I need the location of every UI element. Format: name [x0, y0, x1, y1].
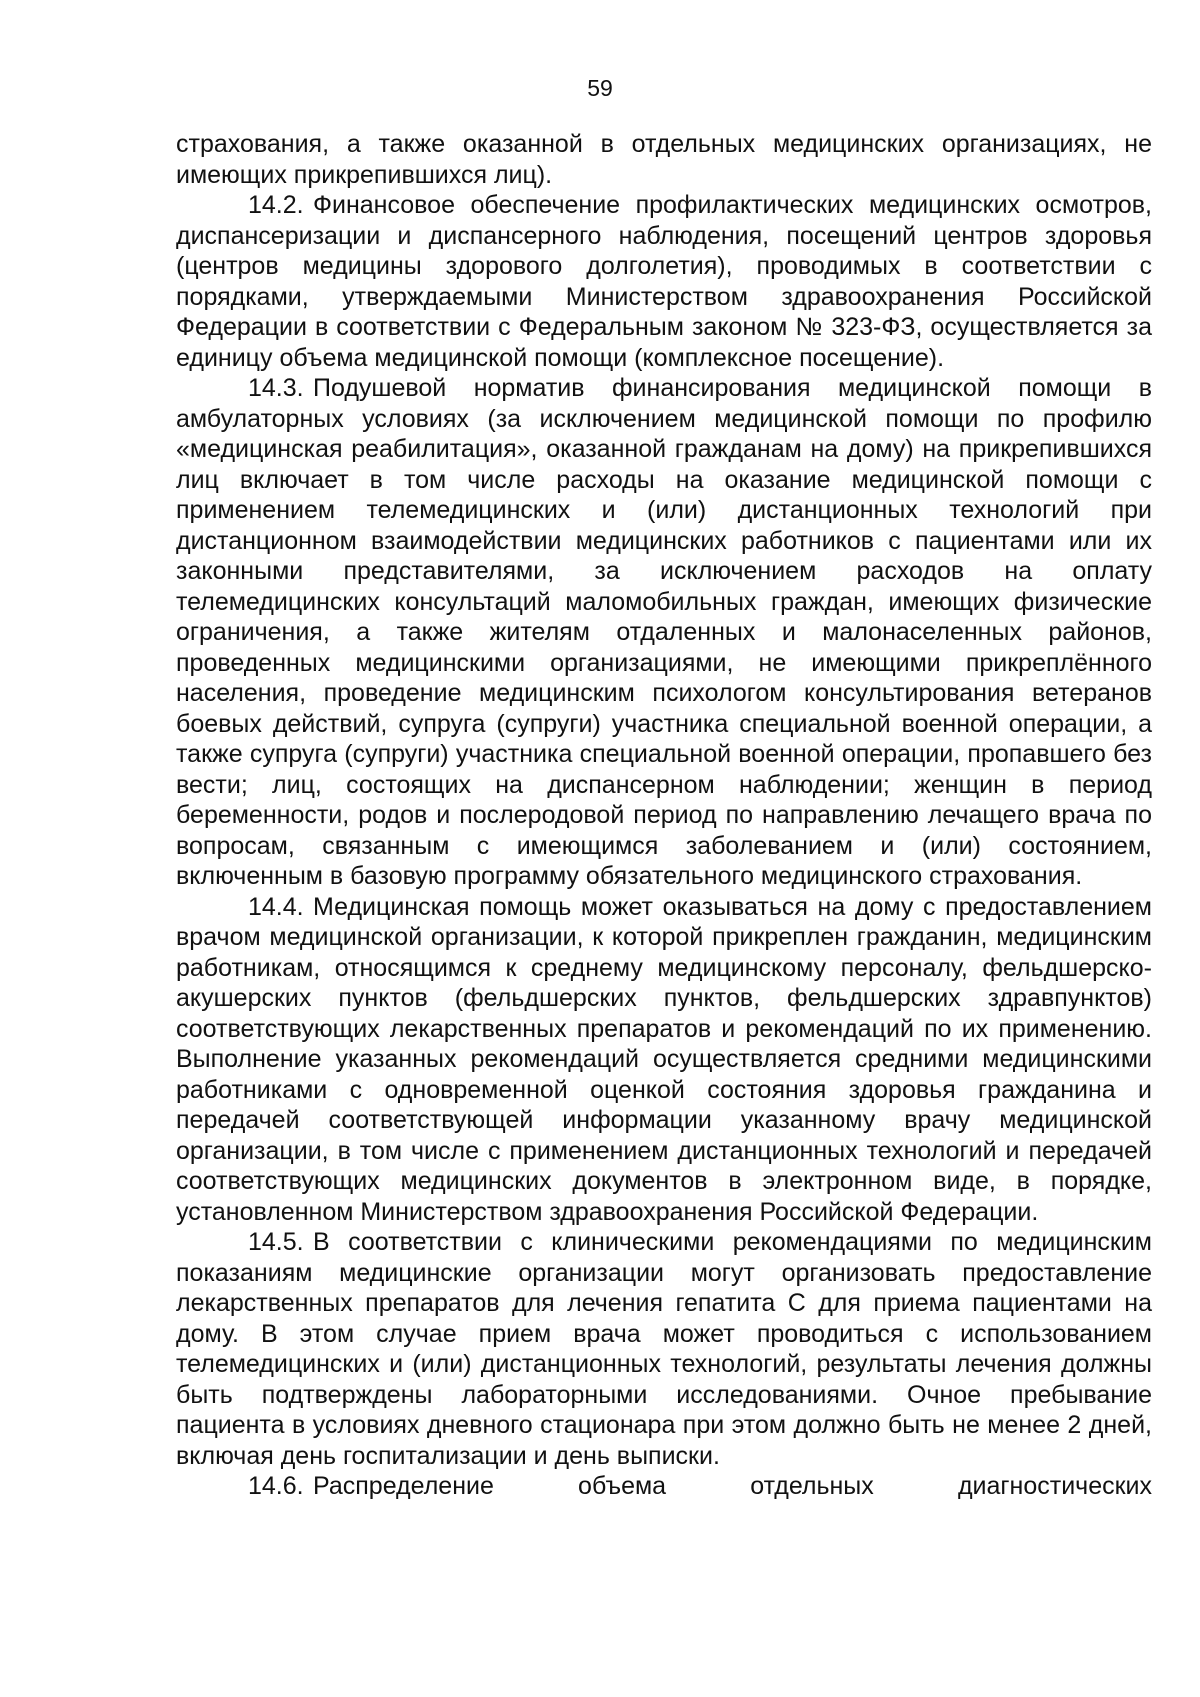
clause-number: 14.4.: [248, 892, 304, 921]
paragraph-text: В соответствии с клиническими рекомендациями по медицинским показаниям медицинские организации могут организовать предоставление лекарственных препаратов для лечения гепатита С для приема пациентами на дому. В этом случае прием врача может проводиться с использованием телемедицинских и (или) дистанционных технологий, результаты лечения должны быть подтверждены лабораторными исследованиями. Очное пребывание пациента в условиях дневного стационара при этом должно быть не менее 2 дней, включая день госпитализации и день выписки.: [176, 1228, 1152, 1470]
paragraph-continuation: [176, 129, 1152, 190]
page-number: 59: [587, 75, 613, 101]
paragraph-text: Распределение объема отдельных диагностических: [313, 1472, 1152, 1500]
clause-number: 14.6.: [248, 1472, 304, 1500]
paragraph-14-3: [176, 373, 1152, 892]
paragraph-14-2: [176, 190, 1152, 373]
document-body: [176, 129, 1152, 1502]
paragraph-text: страхования, а также оказанной в отдельных медицинских организациях, не имеющих прикрепившихся лиц).: [176, 130, 1152, 189]
paragraph-text: Медицинская помощь может оказываться на дому с предоставлением врачом медицинской организации, к которой прикреплен гражданин, медицинским работникам, относящимся к среднему медицинскому персоналу, фельдшерско-акушерских пунктов (фельдшерских пунктов, фельдшерских здравпунктов) соответствующих лекарственных препаратов и рекомендаций по их применению. Выполнение указанных рекомендаций осуществляется средними медицинскими работниками с одновременной оценкой состояния здоровья гражданина и передачей соответствующей информации указанному врачу медицинской организации, в том числе с применением дистанционных технологий и передачей соответствующих медицинских документов в электронном виде, в порядке, установленном Министерством здравоохранения Российской Федерации.: [176, 892, 1152, 1226]
clause-number: 14.5.: [248, 1228, 304, 1256]
paragraph-text: Финансовое обеспечение профилактических медицинских осмотров, диспансеризации и диспансерного наблюдения, посещений центров здоровья (центров медицины здорового долголетия), проводимых в соответствии с порядками, утверждаемыми Министерством здравоохранения Российской Федерации в соответствии с Федеральным законом № 323-ФЗ, осуществляется за единицу объема медицинской помощи (комплексное посещение).: [176, 191, 1152, 372]
paragraph-14-6: [176, 1471, 1152, 1502]
paragraph-14-5: [176, 1227, 1152, 1471]
paragraph-text: Подушевой норматив финансирования медицинской помощи в амбулаторных условиях (за исключением медицинской помощи по профилю «медицинская реабилитация», оказанной гражданам на дому) на прикрепившихся лиц включает в том числе расходы на оказание медицинской помощи с применением телемедицинских и (или) дистанционных технологий при дистанционном взаимодействии медицинских работников с пациентами или их законными представителями, за исключением расходов на оплату телемедицинских консультаций маломобильных граждан, имеющих физические ограничения, а также жителям отдаленных и малонаселенных районов, проведенных медицинскими организациями, не имеющими прикреплённого населения, проведение медицинским психологом консультирования ветеранов боевых действий, супруга (супруги) участника специальной военной операции, а также супруга (супруги) участника специальной военной операции, пропавшего без вести; лиц, состоящих на диспансерном наблюдении; женщин в период беременности, родов и послеродовой период по направлению лечащего врача по вопросам, связанным с имеющимся заболеванием и (или) состоянием, включенным в базовую программу обязательного медицинского страхования.: [176, 374, 1152, 890]
paragraph-14-4: [176, 892, 1152, 1228]
clause-number: 14.3.: [248, 374, 304, 402]
clause-number: 14.2.: [248, 191, 304, 219]
